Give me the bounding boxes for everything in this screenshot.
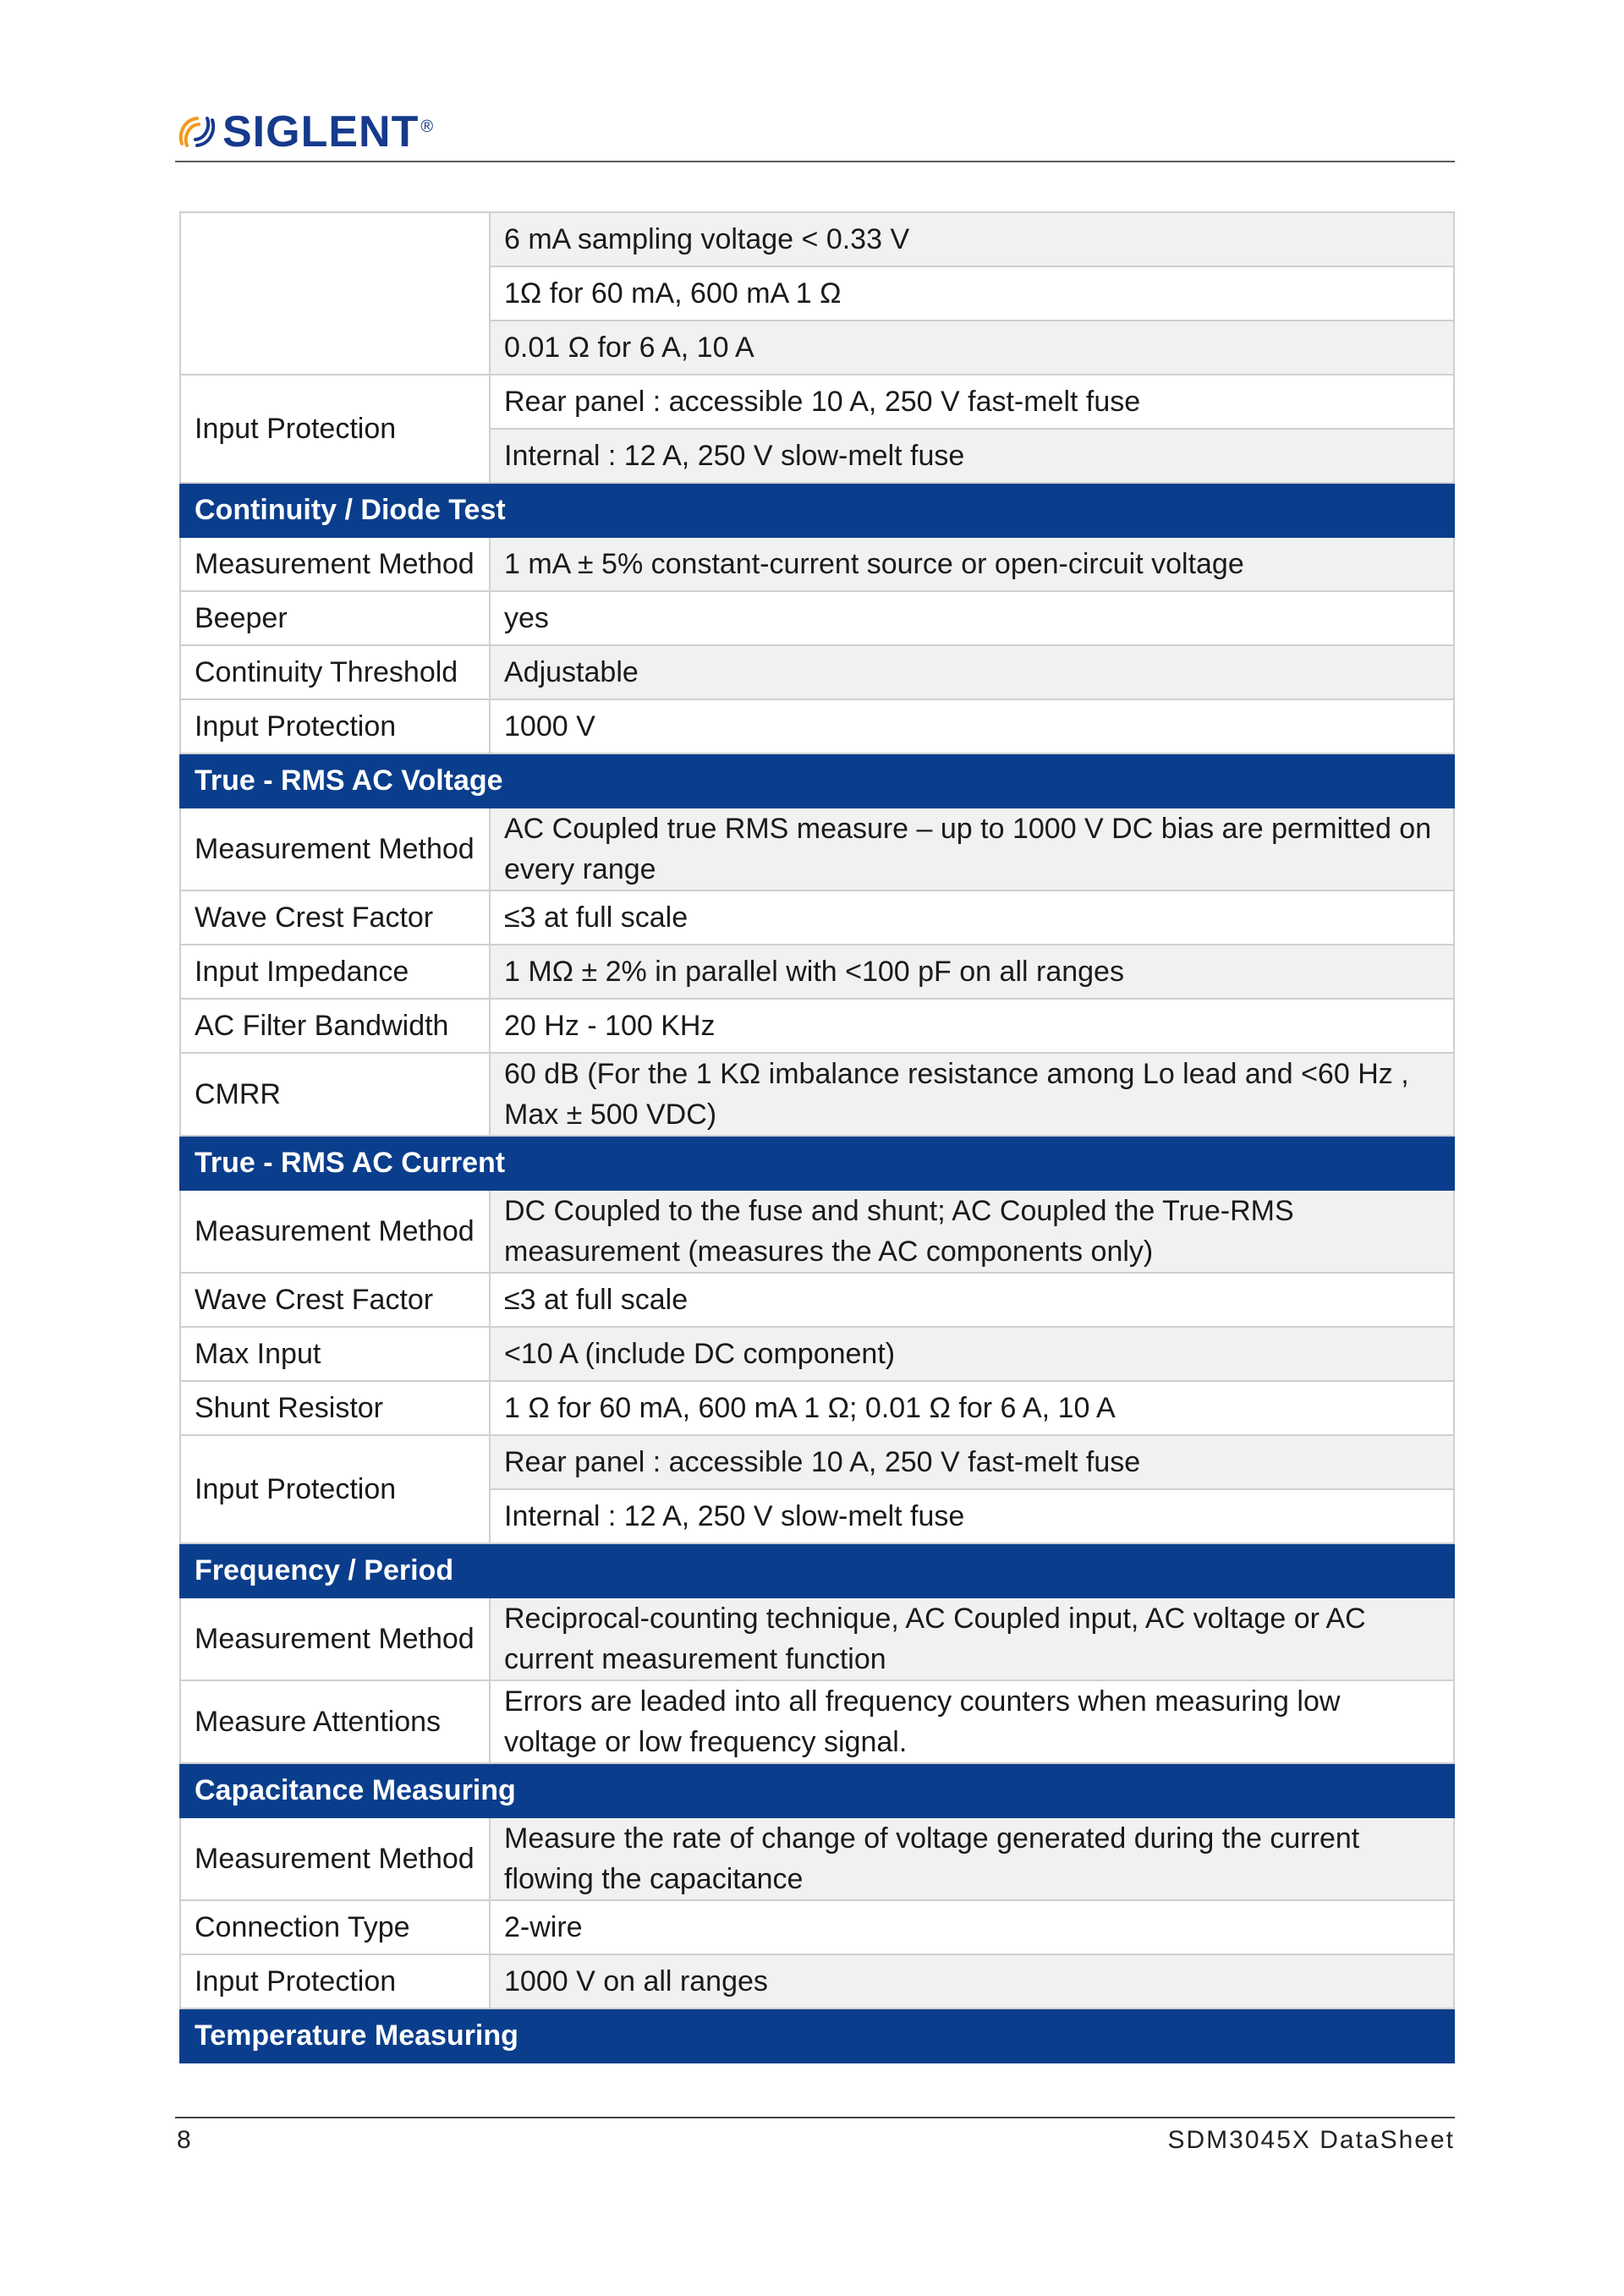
- spec-label: Measurement Method: [180, 1190, 490, 1273]
- registered-mark: ®: [420, 117, 434, 136]
- spec-value: 6 mA sampling voltage < 0.33 V: [490, 212, 1454, 266]
- spec-label: Measure Attentions: [180, 1680, 490, 1763]
- spec-value: 1 MΩ ± 2% in parallel with <100 pF on all ranges: [490, 945, 1454, 999]
- section-title: True - RMS AC Current: [180, 1136, 1454, 1190]
- section-title: Temperature Measuring: [180, 2008, 1454, 2063]
- table-row: [180, 999, 1454, 1053]
- spec-value: ≤3 at full scale: [490, 1273, 1454, 1327]
- spec-value: Errors are leaded into all frequency counters when measuring low voltage or low frequency signal.: [490, 1680, 1454, 1763]
- spec-value: 0.01 Ω for 6 A, 10 A: [490, 321, 1454, 375]
- table-row: [180, 945, 1454, 999]
- spec-value: 1 mA ± 5% constant-current source or open-circuit voltage: [490, 537, 1454, 591]
- table-row: [180, 699, 1454, 753]
- spec-label: Connection Type: [180, 1900, 490, 1954]
- spec-value: 20 Hz - 100 KHz: [490, 999, 1454, 1053]
- table-row: [180, 1597, 1454, 1680]
- spec-label: Wave Crest Factor: [180, 890, 490, 945]
- spec-table: [179, 211, 1455, 2063]
- table-row: [180, 1053, 1454, 1136]
- table-row: [180, 1817, 1454, 1900]
- spec-value: 1 Ω for 60 mA, 600 mA 1 Ω; 0.01 Ω for 6 A, 10 A: [490, 1381, 1454, 1435]
- table-row: [180, 1435, 1454, 1489]
- spec-value: Rear panel : accessible 10 A, 250 V fast-melt fuse: [490, 375, 1454, 429]
- spec-label: Input Protection: [180, 1435, 490, 1543]
- spec-label: AC Filter Bandwidth: [180, 999, 490, 1053]
- table-row: [180, 591, 1454, 645]
- section-header-row: [180, 1543, 1454, 1597]
- table-row: [180, 890, 1454, 945]
- spec-label: [180, 212, 490, 375]
- section-title: True - RMS AC Voltage: [180, 753, 1454, 808]
- spec-value: AC Coupled true RMS measure – up to 1000 V DC bias are permitted on every range: [490, 808, 1454, 890]
- spec-value: DC Coupled to the fuse and shunt; AC Coupled the True-RMS measurement (measures the AC components only): [490, 1190, 1454, 1273]
- brand-name: SIGLENT: [222, 107, 420, 156]
- table-row: [180, 1680, 1454, 1763]
- table-row: [180, 808, 1454, 890]
- spec-value: 1000 V: [490, 699, 1454, 753]
- table-row: [180, 1327, 1454, 1381]
- siglent-swirl-icon: [175, 110, 219, 154]
- section-title: Capacitance Measuring: [180, 1763, 1454, 1817]
- spec-label: Shunt Resistor: [180, 1381, 490, 1435]
- spec-label: Input Protection: [180, 1954, 490, 2008]
- spec-label: Input Impedance: [180, 945, 490, 999]
- spec-label: Measurement Method: [180, 808, 490, 890]
- page-number: 8: [177, 2126, 191, 2154]
- spec-label: Input Protection: [180, 699, 490, 753]
- spec-value: yes: [490, 591, 1454, 645]
- spec-value: Adjustable: [490, 645, 1454, 699]
- section-title: Continuity / Diode Test: [180, 483, 1454, 537]
- table-row: [180, 375, 1454, 429]
- table-row: [180, 212, 1454, 266]
- table-row: [180, 1381, 1454, 1435]
- siglent-logo: [175, 108, 433, 156]
- document-name: SDM3045X DataSheet: [1167, 2126, 1455, 2154]
- spec-value: ≤3 at full scale: [490, 890, 1454, 945]
- section-header-row: [180, 1136, 1454, 1190]
- page-header: [175, 108, 1455, 162]
- table-row: [180, 1954, 1454, 2008]
- table-row: [180, 1900, 1454, 1954]
- spec-label: Measurement Method: [180, 1597, 490, 1680]
- section-title: Frequency / Period: [180, 1543, 1454, 1597]
- section-header-row: [180, 753, 1454, 808]
- section-header-row: [180, 483, 1454, 537]
- spec-value: <10 A (include DC component): [490, 1327, 1454, 1381]
- spec-label: Wave Crest Factor: [180, 1273, 490, 1327]
- spec-label: Beeper: [180, 591, 490, 645]
- spec-value: 2-wire: [490, 1900, 1454, 1954]
- spec-value: 1000 V on all ranges: [490, 1954, 1454, 2008]
- section-header-row: [180, 2008, 1454, 2063]
- spec-label: Measurement Method: [180, 537, 490, 591]
- spec-label: Continuity Threshold: [180, 645, 490, 699]
- spec-value: Rear panel : accessible 10 A, 250 V fast-melt fuse: [490, 1435, 1454, 1489]
- spec-label: Measurement Method: [180, 1817, 490, 1900]
- table-row: [180, 645, 1454, 699]
- table-row: [180, 1190, 1454, 1273]
- table-row: [180, 1273, 1454, 1327]
- spec-value: Measure the rate of change of voltage generated during the current flowing the capacitance: [490, 1817, 1454, 1900]
- spec-value: 1Ω for 60 mA, 600 mA 1 Ω: [490, 266, 1454, 321]
- spec-value: Reciprocal-counting technique, AC Coupled input, AC voltage or AC current measurement function: [490, 1597, 1454, 1680]
- footer-divider: [175, 2117, 1455, 2118]
- spec-value: Internal : 12 A, 250 V slow-melt fuse: [490, 429, 1454, 483]
- spec-value: 60 dB (For the 1 KΩ imbalance resistance among Lo lead and <60 Hz , Max ± 500 VDC): [490, 1053, 1454, 1136]
- table-row: [180, 537, 1454, 591]
- section-header-row: [180, 1763, 1454, 1817]
- spec-label: CMRR: [180, 1053, 490, 1136]
- spec-label: Input Protection: [180, 375, 490, 483]
- spec-value: Internal : 12 A, 250 V slow-melt fuse: [490, 1489, 1454, 1543]
- spec-label: Max Input: [180, 1327, 490, 1381]
